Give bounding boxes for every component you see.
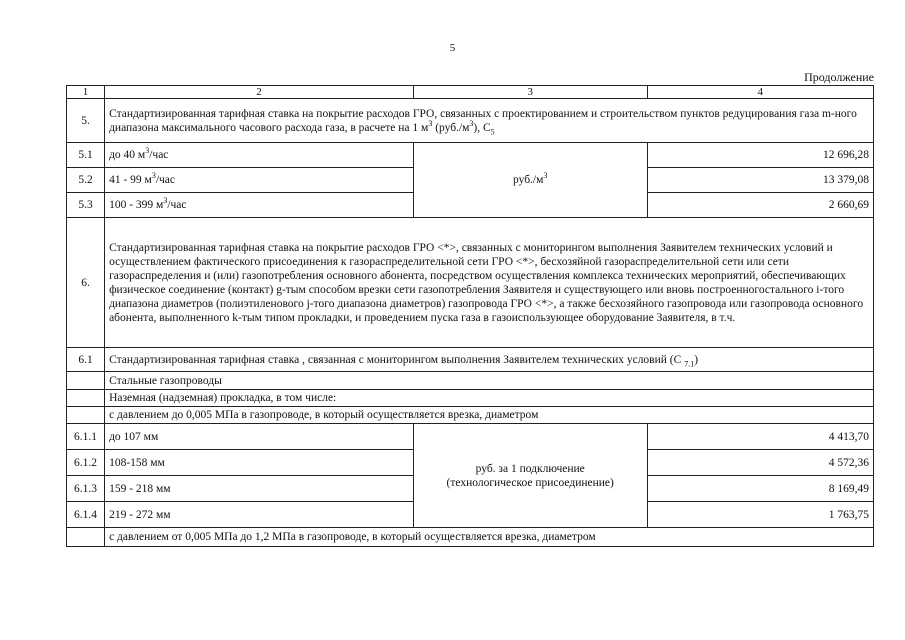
row-label: 219 - 272 мм — [105, 502, 414, 528]
row-label: до 107 мм — [105, 424, 414, 450]
row-value: 12 696,28 — [647, 143, 873, 168]
row-pressure-2 — [67, 528, 874, 547]
row-number: 5.2 — [67, 168, 105, 193]
row-number: 6.1.4 — [67, 502, 105, 528]
header-col-1: 1 — [67, 86, 105, 99]
section-ground: Наземная (надземная) прокладка, в том числе: — [105, 390, 874, 407]
row-value: 4 413,70 — [647, 424, 873, 450]
tariff-table — [66, 85, 874, 547]
row-number: 5.1 — [67, 143, 105, 168]
row-number: 5.3 — [67, 193, 105, 218]
row-label: 159 - 218 мм — [105, 476, 414, 502]
row-6-1 — [67, 348, 874, 372]
row-number: 6. — [67, 218, 105, 348]
section-pressure-2: с давлением от 0,005 МПа до 1,2 МПа в газопроводе, в который осуществляется врезка, диаметром — [105, 528, 874, 547]
row-label: 41 - 99 $м^3$/час — [105, 168, 414, 193]
unit-cell: руб. за 1 подключение (технологическое присоединение) — [413, 424, 647, 528]
continuation-label: Продолжение — [804, 70, 874, 84]
row-value: 4 572,36 — [647, 450, 873, 476]
header-col-2: 2 — [105, 86, 414, 99]
row-text: Стандартизированная тарифная ставка на покрытие расходов ГРО <*>, связанных с мониторингом выполнения Заявителем технических условий и осуществлением фактического присоединения к газораспределительной сети ГРО <*>, бесхозяйной газораспределительной сети или сети газораспределения и (или) газопотребления основного абонента, посредством осуществления комплекса технических мероприятий, обеспечивающих физическое соединение (контакт) g-тым способом врезки сети газопотребления Заявителя и существующего или вновь построенногостального i-того диапазона диаметров (полиэтиленового j-того диапазона диаметров) газопровода ГРО <*>, а также бесхозяйного газопровода или газопровода основного абонента, выполненного k-тым типом прокладки, и проведением пуска газа в газоиспользующее оборудование Заявителя, в т.ч. — [105, 218, 874, 348]
header-col-3: 3 — [413, 86, 647, 99]
row-number: 6.1.1 — [67, 424, 105, 450]
row-value: 8 169,49 — [647, 476, 873, 502]
page-number: 5 — [449, 42, 456, 54]
row-5 — [67, 99, 874, 143]
row-value: 1 763,75 — [647, 502, 873, 528]
row-steel — [67, 372, 874, 390]
row-text: Стандартизированная тарифная ставка , связанная с мониторингом выполнения Заявителем технических условий (С $_{7.1}$) — [105, 348, 874, 372]
row-number: 6.1.2 — [67, 450, 105, 476]
row-5-1 — [67, 143, 874, 168]
row-number: 6.1 — [67, 348, 105, 372]
row-number: 6.1.3 — [67, 476, 105, 502]
row-6 — [67, 218, 874, 348]
row-value: 2 660,69 — [647, 193, 873, 218]
section-steel: Стальные газопроводы — [105, 372, 874, 390]
row-text: Стандартизированная тарифная ставка на покрытие расходов ГРО, связанных с проектированием и строительством пунктов редуцирования газа m-ного диапазона максимального часового расхода газа, в расчете на 1 $м^3$ $(руб./м^3)$, $С_5$ — [105, 99, 874, 143]
header-col-4: 4 — [647, 86, 873, 99]
row-value: 13 379,08 — [647, 168, 873, 193]
row-label: до 40 $м^3$/час — [105, 143, 414, 168]
section-pressure-1: с давлением до 0,005 МПа в газопроводе, в который осуществляется врезка, диаметром — [105, 407, 874, 424]
row-6-1-1 — [67, 424, 874, 450]
row-label: 108-158 мм — [105, 450, 414, 476]
row-label: 100 - 399 $м^3$/час — [105, 193, 414, 218]
header-row — [67, 86, 874, 99]
row-ground — [67, 390, 874, 407]
unit-cell: $руб./м^3$ — [413, 143, 647, 218]
row-pressure-1 — [67, 407, 874, 424]
row-number: 5. — [67, 99, 105, 143]
